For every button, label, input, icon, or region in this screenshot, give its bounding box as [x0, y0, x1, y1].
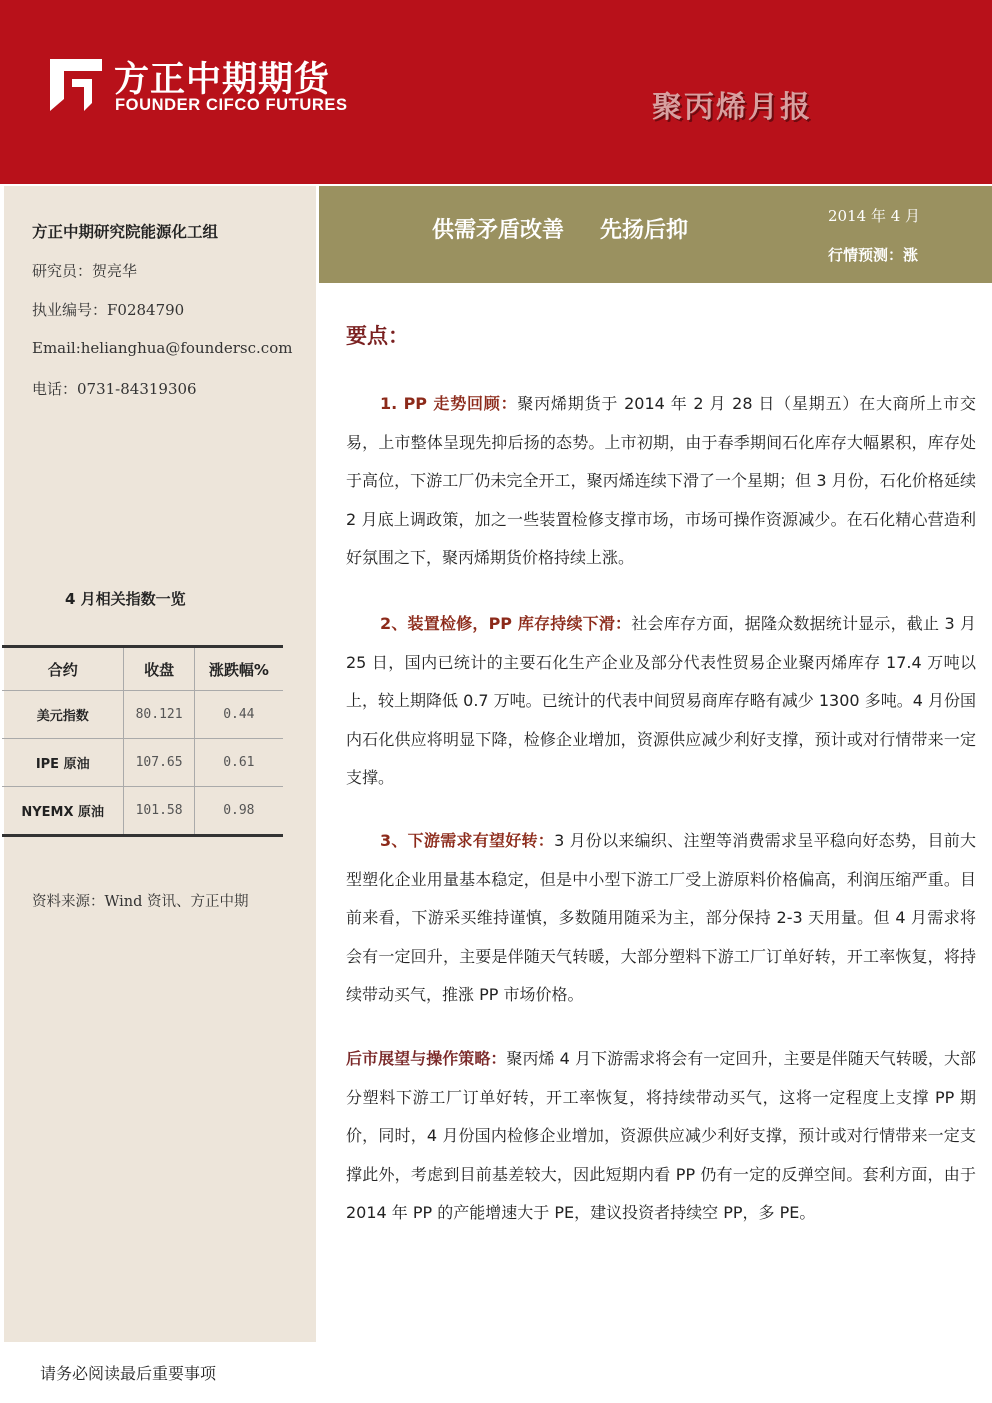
- paragraph-text: 社会库存方面，据隆众数据统计显示，截止 3 月 25 日，国内已统计的主要石化生产企业及部分代表性贸易企业聚丙烯库存 17.4 万吨以上，较上期降低 0.7 万吨。已统计的代表中间贸易商库存略有减少 1300 多吨。4 月份国内石化供应将明显下降，检修企业增加，资源供应减少利好支撑，预计或对行情带来一定支撑。: [346, 614, 976, 787]
- paragraph-demand: [346, 822, 976, 1015]
- index-table: [2, 645, 283, 837]
- company-name-cn: 方正中期期货: [114, 60, 331, 100]
- table-row: [2, 691, 283, 739]
- data-source: 资料来源：Wind 资讯、方正中期: [32, 894, 249, 910]
- table-row: [2, 739, 283, 787]
- paragraph-label: 1. PP 走势回顾：: [380, 394, 518, 413]
- analyst-email[interactable]: Email:helianghua@foundersc.com: [32, 339, 293, 357]
- header-banner: [0, 0, 992, 184]
- contract-name: IPE 原油: [2, 739, 124, 787]
- contract-name: 美元指数: [2, 691, 124, 739]
- paragraph-label: 3、下游需求有望好转：: [380, 831, 555, 850]
- report-date: 2014 年 4 月: [828, 207, 921, 225]
- paragraph-inventory: [346, 605, 976, 798]
- report-title-part2: 先扬后抑: [600, 218, 689, 243]
- header-contract: 合约: [2, 647, 124, 691]
- report-title: [432, 213, 688, 244]
- contract-name: NYEMX 原油: [2, 787, 124, 836]
- header-close: 收盘: [124, 647, 194, 691]
- close-value: 107.65: [124, 739, 194, 787]
- paragraph-trend-review: [346, 385, 976, 578]
- paragraph-label: 后市展望与操作策略：: [346, 1049, 507, 1068]
- change-pct-value: 0.98: [194, 787, 283, 836]
- close-value: 80.121: [124, 691, 194, 739]
- index-table-header-row: [2, 647, 283, 691]
- company-name-en: FOUNDER CIFCO FUTURES: [115, 96, 348, 114]
- market-forecast: 行情预测：涨: [828, 246, 919, 264]
- change-pct-value: 0.61: [194, 739, 283, 787]
- change-pct-value: 0.44: [194, 691, 283, 739]
- company-logo-icon: [48, 55, 106, 113]
- paragraph-text: 聚丙烯期货于 2014 年 2 月 28 日（星期五）在大商所上市交易，上市整体呈现先抑后扬的态势。上市初期，由于春季期间石化库存大幅累积，库存处于高位，下游工厂仍未完全开工，聚丙烯连续下滑了一个星期；但 3 月份，石化价格延续 2 月底上调政策，加之一些装置检修支撑市场，市场可操作资源减少。在石化精心营造利好氛围之下，聚丙烯期货价格持续上涨。: [346, 394, 976, 567]
- close-value: 101.58: [124, 787, 194, 836]
- license-number: 执业编号：F0284790: [32, 301, 185, 319]
- report-type-label: 聚丙烯月报: [652, 90, 812, 125]
- paragraph-text: 3 月份以来编织、注塑等消费需求呈平稳向好态势，目前大型塑化企业用量基本稳定，但是中小型下游工厂受上游原料价格偏高，利润压缩严重。目前来看，下游采买维持谨慎，多数随用随采为主，部分保持 2-3 天用量。但 4 月需求将会有一定回升，主要是伴随天气转暖，大部分塑料下游工厂订单好转，开工率恢复，将持续带动买气，推涨 PP 市场价格。: [346, 831, 976, 1004]
- paragraph-label: 2、装置检修，PP 库存持续下滑：: [380, 614, 632, 633]
- analyst-name: 研究员：贺亮华: [32, 262, 138, 280]
- paragraph-outlook: [346, 1040, 976, 1233]
- index-table-title: 4 月相关指数一览: [65, 590, 186, 608]
- key-points-heading: 要点：: [346, 324, 409, 348]
- disclaimer-note: 请务必阅读最后重要事项: [40, 1364, 217, 1383]
- report-title-part1: 供需矛盾改善: [432, 218, 565, 243]
- research-org: 方正中期研究院能源化工组: [32, 223, 219, 241]
- table-row: [2, 787, 283, 836]
- paragraph-text: 聚丙烯 4 月下游需求将会有一定回升，主要是伴随天气转暖，大部分塑料下游工厂订单好转，开工率恢复，将持续带动买气，这将一定程度上支撑 PP 期价，同时，4 月份国内检修企业增加，资源供应减少利好支撑，预计或对行情带来一定支撑此外，考虑到目前基差较大，因此短期内看 PP 仍有一定的反弹空间。套利方面，由于 2014 年 PP 的产能增速大于 PE，建议投资者持续空 PP，多 PE。: [346, 1049, 976, 1222]
- header-change-pct: 涨跌幅%: [194, 647, 283, 691]
- analyst-phone: 电话：0731-84319306: [32, 380, 197, 398]
